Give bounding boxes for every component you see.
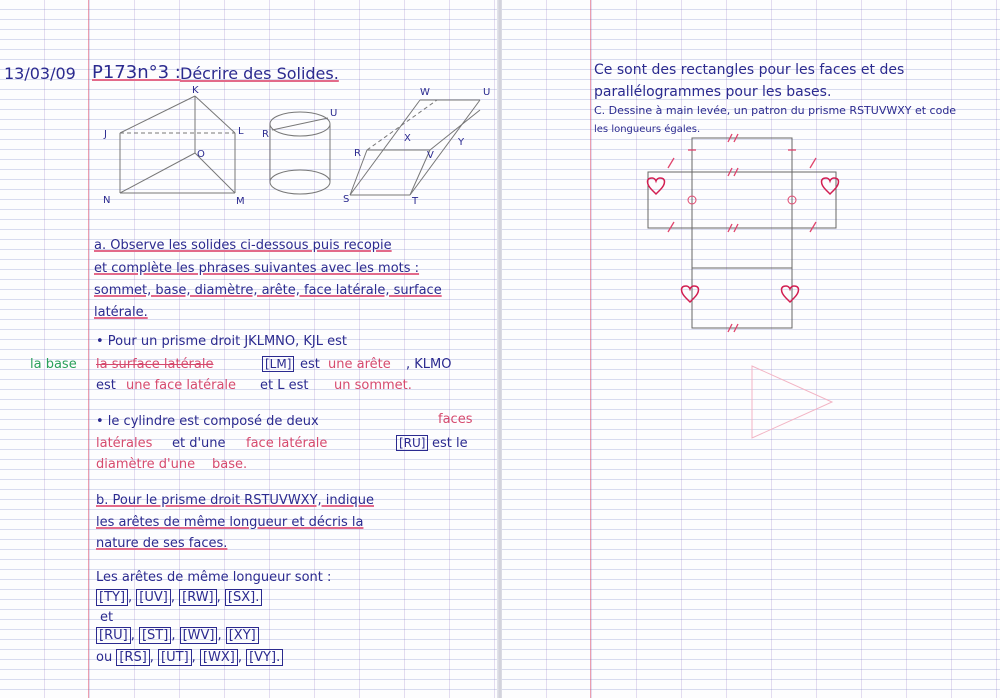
edge-vy: [VY].: [246, 649, 283, 666]
label-j: J: [104, 129, 107, 140]
label-cyl-r: R: [262, 129, 269, 140]
page-title: Décrire des Solides.: [180, 64, 339, 83]
label-o: O: [197, 149, 205, 160]
margin-correction: la base: [30, 357, 77, 372]
label-w: W: [420, 87, 430, 98]
solids-figure: [0, 0, 498, 230]
label-cyl-u: U: [330, 108, 338, 119]
edge-sx: [SX].: [225, 589, 262, 606]
right-line-1: Ce sont des rectangles pour les faces et des: [594, 62, 905, 78]
faint-triangle: [752, 366, 832, 438]
circle-marks: [688, 196, 796, 204]
date: 13/03/09: [4, 64, 76, 83]
question-b-line-2: les arêtes de même longueur et décris la: [96, 515, 364, 530]
sentence-2-line-1: • le cylindre est composé de deux: [96, 414, 319, 429]
edge-wv: [WV]: [180, 627, 218, 644]
answer-face-laterale-2: face latérale: [246, 436, 328, 451]
answer-b-group-1: [TY] , [UV] , [RW] , [SX].: [96, 590, 262, 605]
edge-rs: [RS]: [116, 649, 149, 666]
answer-b-group-3: ou [RS] , [UT] , [WX] , [VY].: [96, 650, 283, 665]
question-a-line-3: sommet, base, diamètre, arête, face latérale, surface: [94, 283, 442, 298]
sentence-2-line-3: diamètre d'une: [96, 457, 196, 472]
answer-laterales: latérales: [96, 436, 153, 451]
label-r: R: [354, 148, 361, 159]
edge-wx: [WX]: [200, 649, 238, 666]
label-n: N: [103, 195, 111, 206]
heart-marks: [648, 178, 839, 302]
label-y: Y: [458, 137, 465, 148]
right-line-4: les longueurs égales.: [594, 124, 701, 135]
question-a-line-1: a. Observe les solides ci-dessous puis recopie: [94, 238, 392, 253]
label-m: M: [236, 196, 245, 207]
label-l: L: [238, 126, 244, 137]
label-u: U: [483, 87, 491, 98]
edge-xy: [XY]: [226, 627, 259, 644]
word-est: est: [300, 357, 320, 372]
word-klmo: , KLMO: [406, 357, 452, 372]
word-et-answer: et: [100, 610, 114, 625]
right-line-2: parallélogrammes pour les bases.: [594, 84, 832, 100]
answer-face-laterale: une face latérale: [126, 378, 237, 393]
label-t: T: [412, 196, 419, 207]
edge-ru: [RU]: [96, 627, 131, 644]
edge-uv: [UV]: [136, 589, 171, 606]
answer-base: base.: [212, 457, 248, 472]
edge-ut: [UT]: [158, 649, 192, 666]
struck-answer: la surface latérale: [96, 357, 214, 372]
segment-lm: [LM]: [262, 356, 294, 372]
answer-faces: faces: [438, 412, 473, 427]
answer-arete: une arête: [328, 357, 391, 372]
answer-b-intro: Les arêtes de même longueur sont :: [96, 570, 332, 585]
sentence-1-line-1: • Pour un prisme droit JKLMNO, KJL est: [96, 334, 347, 349]
question-b-line-1: b. Pour le prisme droit RSTUVWXY, indique: [96, 493, 374, 508]
left-page: [0, 0, 498, 698]
question-b-line-3: nature de ses faces.: [96, 536, 228, 551]
word-ou: ou: [96, 650, 113, 665]
edge-rw: [RW]: [179, 589, 217, 606]
question-a-line-4: latérale.: [94, 305, 148, 320]
question-a-line-2: et complète les phrases suivantes avec les mots :: [94, 261, 420, 276]
word-est-le: est le: [432, 436, 468, 451]
prism-net-drawing: [502, 0, 1000, 698]
answer-sommet: un sommet.: [334, 378, 412, 393]
right-page: [502, 0, 1000, 698]
right-line-3: C. Dessine à main levée, un patron du prisme RSTUVWXY et code: [594, 104, 957, 117]
edge-ty: [TY]: [96, 589, 128, 606]
segment-ru: [RU]: [396, 435, 428, 451]
edge-st: [ST]: [139, 627, 171, 644]
answer-b-group-2: [RU] , [ST] , [WV] , [XY]: [96, 628, 259, 643]
label-x: X: [404, 133, 411, 144]
label-v: V: [427, 150, 434, 161]
net-outline: [648, 138, 836, 328]
word-et-dune: et d'une: [172, 436, 226, 451]
label-k: K: [192, 85, 199, 96]
sentence-1-est: est: [96, 378, 116, 393]
word-et-l-est: et L est: [260, 378, 309, 393]
label-s: S: [343, 194, 350, 205]
exercise-ref: P173n°3 :: [92, 62, 181, 83]
